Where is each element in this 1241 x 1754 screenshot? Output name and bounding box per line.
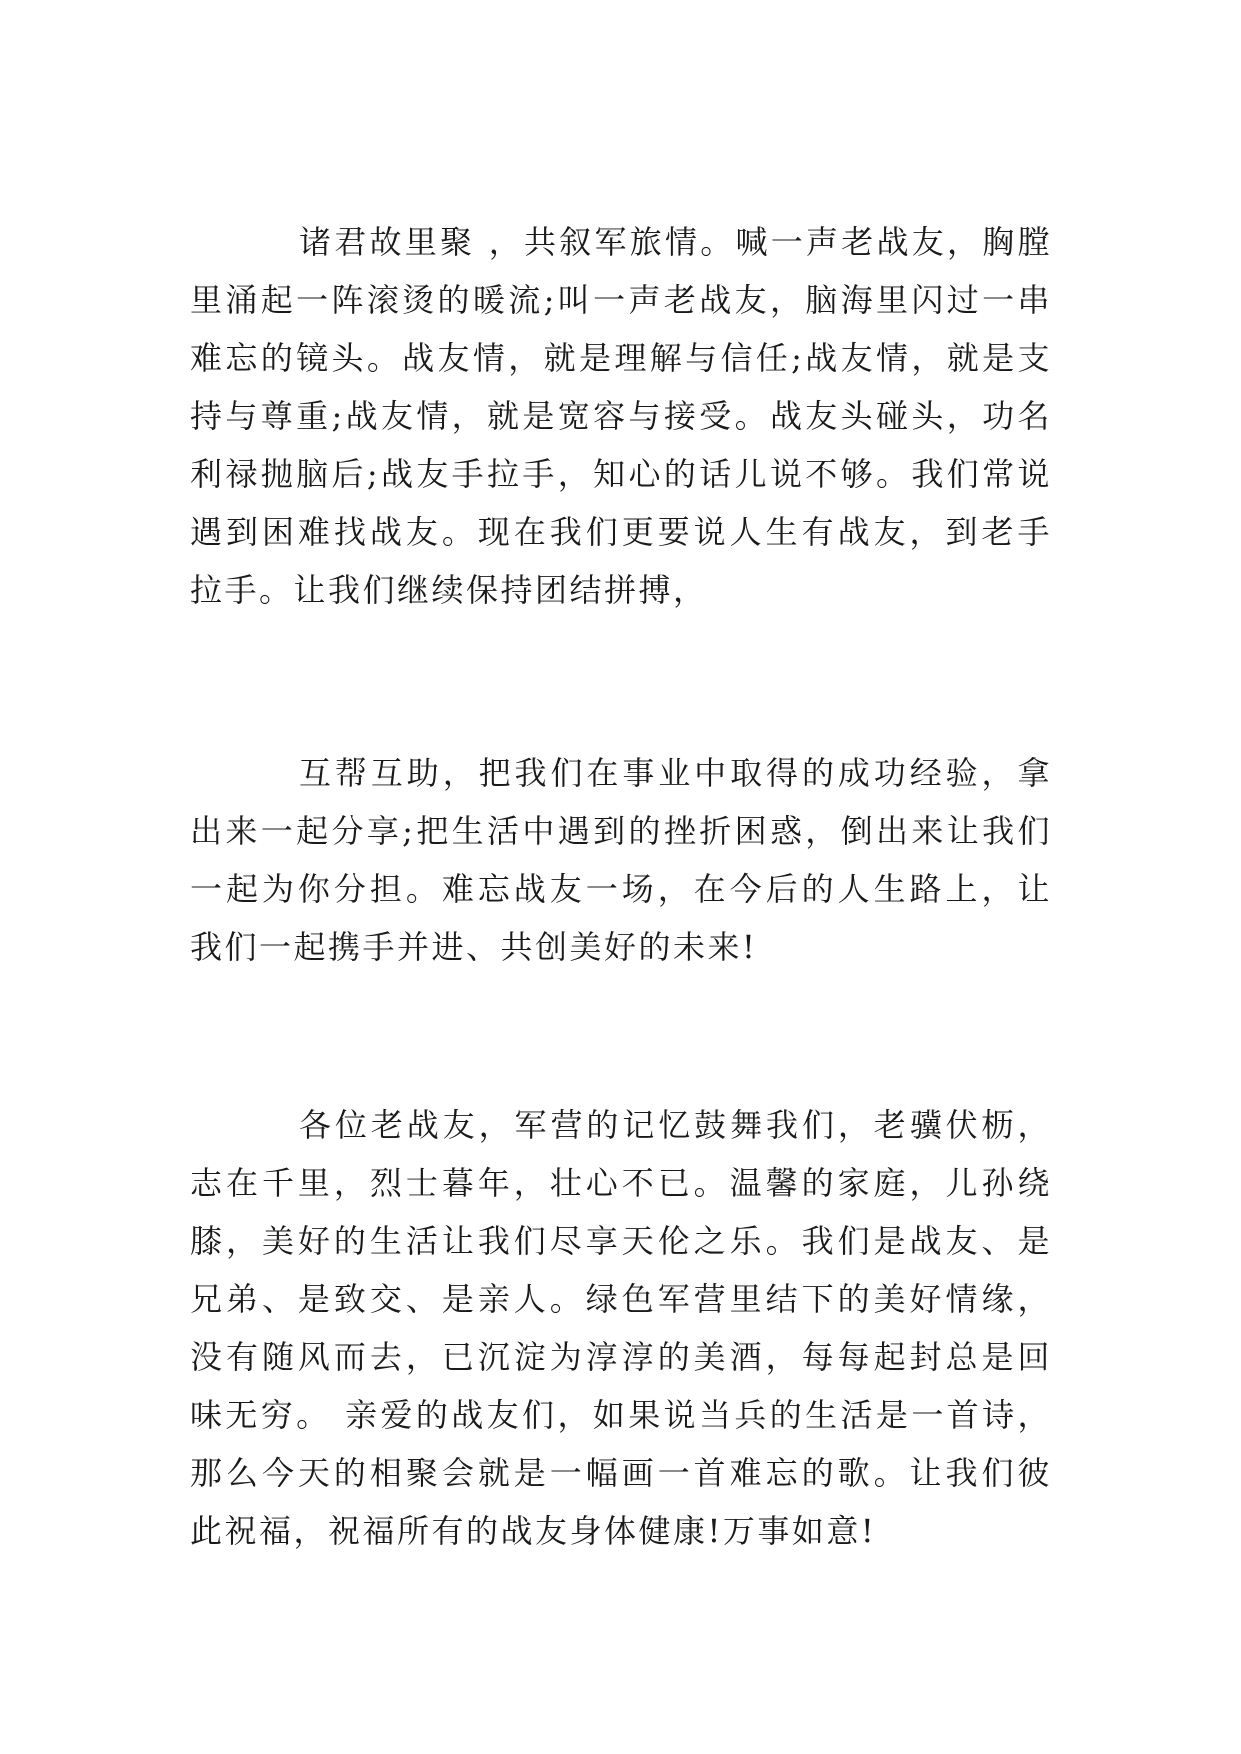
- paragraph-3: 各位老战友，军营的记忆鼓舞我们，老骥伏枥，志在千里，烈士暮年，壮心不已。温馨的家庭，儿孙绕膝，美好的生活让我们尽享天伦之乐。我们是战友、是兄弟、是致交、是亲人。绿色军营里结下的美好情缘，没有随风而去，已沉淀为淳淳的美酒，每每起封总是回味无穷。 亲爱的战友们，如果说当兵的生活是一首诗，那么今天的相聚会就是一幅画一首难忘的歌。让我们彼此祝福，祝福所有的战友身体健康!万事如意!: [190, 1106, 1052, 1550]
- paragraph-2: 互帮互助，把我们在事业中取得的成功经验，拿出来一起分享;把生活中遇到的挫折困惑，倒出来让我们一起为你分担。难忘战友一场，在今后的人生路上，让我们一起携手并进、共创美好的未来!: [190, 754, 1052, 966]
- paragraph-1: 诸君故里聚 ，共叙军旅情。喊一声老战友，胸膛里涌起一阵滚烫的暖流;叫一声老战友，脑海里闪过一串难忘的镜头。战友情，就是理解与信任;战友情，就是支持与尊重;战友情，就是宽容与接受。战友头碰头，功名利禄抛脑后;战友手拉手，知心的话儿说不够。我们常说遇到困难找战友。现在我们更要说人生有战友，到老手拉手。让我们继续保持团结拼搏，: [190, 223, 1052, 609]
